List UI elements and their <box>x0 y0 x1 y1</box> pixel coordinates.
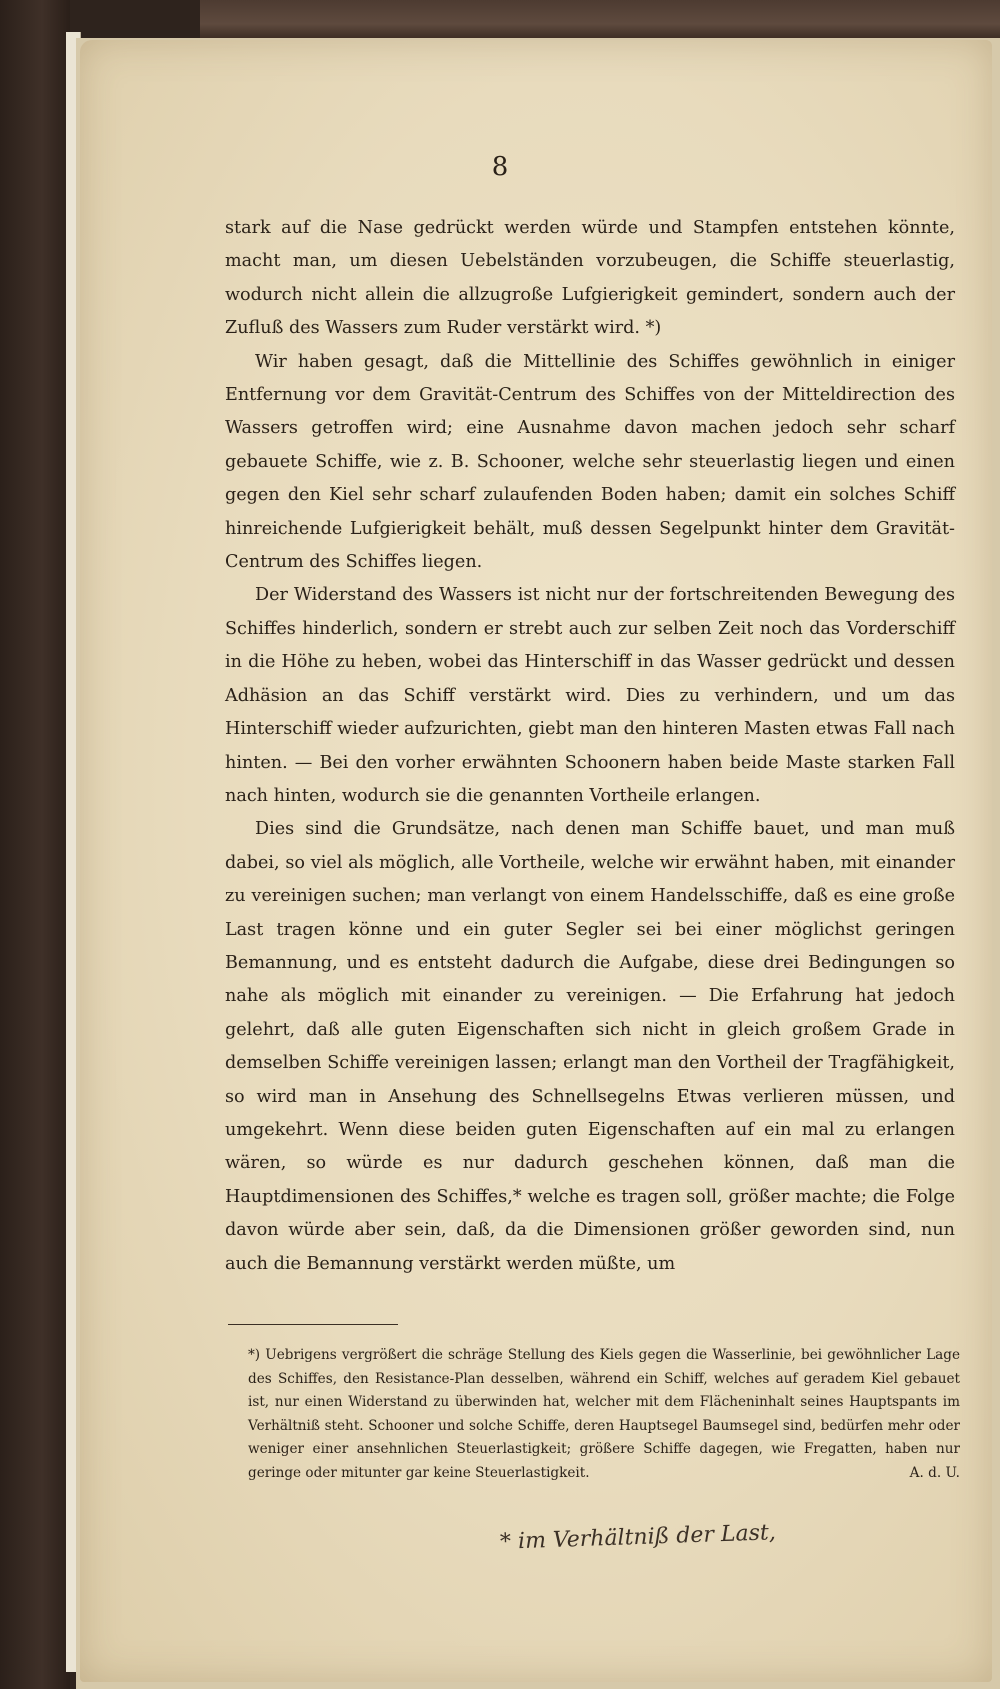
book-cover-top <box>200 0 1000 40</box>
handwritten-annotation: * im Verhältniß der Last, <box>499 1520 777 1555</box>
page-number: 8 <box>491 152 509 182</box>
paragraph: Der Widerstand des Wassers ist nicht nur der fortschreitenden Bewegung des Schiffes hinderlich, sondern er strebt auch zur selben Zeit noch das Vorderschiff in die Höhe zu heben, wobei das Hinterschiff in das Wasser gedrückt und dessen Adhäsion an das Schiff verstärkt wird. Dies zu verhindern, und um das Hinterschiff wieder aufzurichten, giebt man den hinteren Masten etwas Fall nach hinten. — Bei den vorher erwähnten Schoonern haben beide Maste starken Fall nach hinten, wodurch sie die genannten Vortheile erlangen. <box>225 585 955 806</box>
body-text <box>225 212 955 1281</box>
footnote <box>248 1344 960 1486</box>
paragraph: Wir haben gesagt, daß die Mittellinie des Schiffes gewöhnlich in einiger Entfernung vor dem Gravität-Centrum des Schiffes von der Mitteldirection des Wassers getroffen wird; eine Ausnahme davon machen jedoch sehr scharf gebauete Schiffe, wie z. B. Schooner, welche sehr steuerlastig liegen und einen gegen den Kiel sehr scharf zulaufenden Boden haben; damit ein solches Schiff hinreichende Lufgierigkeit behält, muß dessen Segelpunkt hinter dem Gravität-Centrum des Schiffes liegen. <box>225 351 955 573</box>
footnote-signature: A. d. U. <box>909 1464 960 1481</box>
book-cover-left <box>0 0 70 1689</box>
footnote-text: *) Uebrigens vergrößert die schräge Stellung des Kiels gegen die Wasserlinie, bei gewöhnlicher Lage des Schiffes, den Resistance-Plan desselben, während ein Schiff, welches auf geradem Kiel gebauet ist, nur einen Widerstand zu überwinden hat, welcher mit dem Flächeninhalt seines Hauptspants im Verhältniß steht. Schooner und solche Schiffe, deren Hauptsegel Baumsegel sind, bedürfen mehr oder weniger einer ansehnlichen Steuerlastigkeit; größere Schiffe dagegen, wie Fregatten, haben nur geringe oder mitunter gar keine Steuerlastigkeit. <box>248 1347 960 1481</box>
paragraph: Dies sind die Grundsätze, nach denen man Schiffe bauet, und man muß dabei, so viel als möglich, alle Vortheile, welche wir erwähnt haben, mit einander zu vereinigen suchen; man verlangt von einem Handelsschiffe, daß es eine große Last tragen könne und ein guter Segler sei bei einer möglichst geringen Bemannung, und es entsteht dadurch die Aufgabe, diese drei Bedingungen so nahe als möglich mit einander zu vereinigen. — Die Erfahrung hat jedoch gelehrt, daß alle guten Eigenschaften sich nicht in gleich großem Grade in demselben Schiffe vereinigen lassen; erlangt man den Vortheil der Tragfähigkeit, so wird man in Ansehung des Schnellsegelns Etwas verlieren müssen, und umgekehrt. Wenn diese beiden guten Eigenschaften auf ein mal zu erlangen wären, so würde es nur dadurch geschehen können, daß man die Hauptdimensionen des Schiffes,* welche es tragen soll, größer machte; die Folge davon würde aber sein, daß, da die Dimensionen größer geworden sind, nun auch die Bemannung verstärkt werden müßte, um <box>225 819 955 1274</box>
paragraph: stark auf die Nase gedrückt werden würde und Stampfen entstehen könnte, macht man, um diesen Uebelständen vorzubeugen, die Schiffe steuerlastig, wodurch nicht allein die allzugroße Lufgierigkeit gemindert, sondern auch der Zufluß des Wassers zum Ruder verstärkt wird. *) <box>225 218 955 339</box>
footnote-divider <box>228 1324 398 1325</box>
